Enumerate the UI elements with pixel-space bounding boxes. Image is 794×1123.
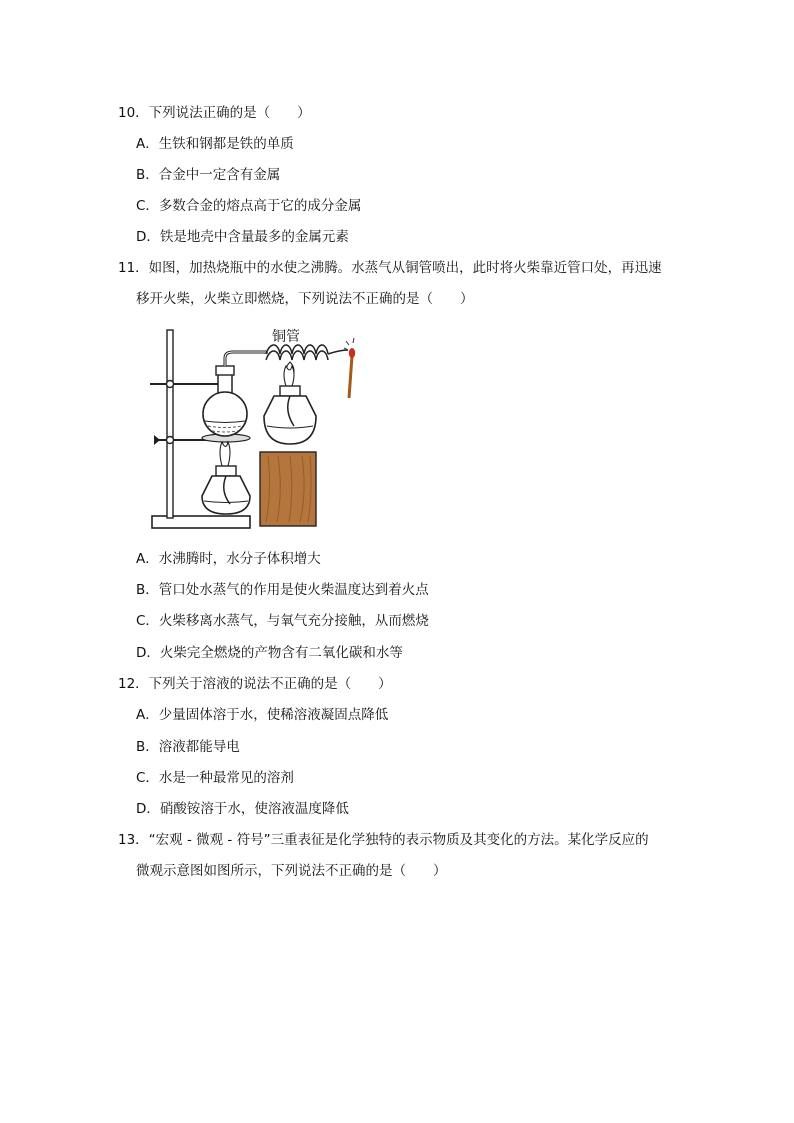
- question-11-option-d: D．火柴完全燃烧的产物含有二氧化碳和水等: [136, 645, 403, 661]
- round-bottom-flask: [203, 366, 247, 436]
- alcohol-lamp-left: [202, 442, 250, 514]
- question-10-option-a: A．生铁和钢都是铁的单质: [136, 136, 294, 152]
- question-10-option-d: D．铁是地壳中含量最多的金属元素: [136, 229, 349, 245]
- alcohol-lamp-right: [264, 366, 316, 444]
- question-10-stem: 10．下列说法正确的是（ ）: [118, 105, 311, 121]
- question-11-option-b: B．管口处水蒸气的作用是使火柴温度达到着火点: [136, 582, 429, 598]
- question-11-option-a: A．水沸腾时，水分子体积增大: [136, 551, 321, 567]
- question-10-option-c: C．多数合金的熔点高于它的成分金属: [136, 198, 362, 214]
- copper-coil: [266, 345, 348, 360]
- question-12-option-b: B．溶液都能导电: [136, 739, 240, 755]
- question-10-option-b: B．合金中一定含有金属: [136, 167, 281, 183]
- wooden-block: [260, 452, 316, 526]
- question-11-stem-continued: 移开火柴，火柴立即燃烧，下列说法不正确的是（ ）: [136, 291, 474, 307]
- question-12-option-c: C．水是一种最常见的溶剂: [136, 770, 294, 786]
- distillation-apparatus-figure: [150, 326, 365, 532]
- question-13-stem-continued: 微观示意图如图所示，下列说法不正确的是（ ）: [136, 863, 447, 879]
- copper-tube-label: 铜管: [272, 329, 300, 345]
- question-13-stem: 13．“宏观 - 微观 - 符号”三重表征是化学独特的表示物质及其变化的方法。某化学反应的: [118, 832, 649, 848]
- question-11-stem: 11．如图，加热烧瓶中的水使之沸腾。水蒸气从铜管喷出，此时将火柴靠近管口处，再迅速: [118, 260, 662, 276]
- question-12-option-d: D．硝酸铵溶于水，使溶液温度降低: [136, 801, 349, 817]
- match-icon: [344, 338, 355, 398]
- question-12-stem: 12．下列关于溶液的说法不正确的是（ ）: [118, 676, 392, 692]
- question-12-option-a: A．少量固体溶于水，使稀溶液凝固点降低: [136, 707, 389, 723]
- question-11-option-c: C．火柴移离水蒸气，与氧气充分接触，从而燃烧: [136, 613, 429, 629]
- stand-rod: [167, 330, 173, 518]
